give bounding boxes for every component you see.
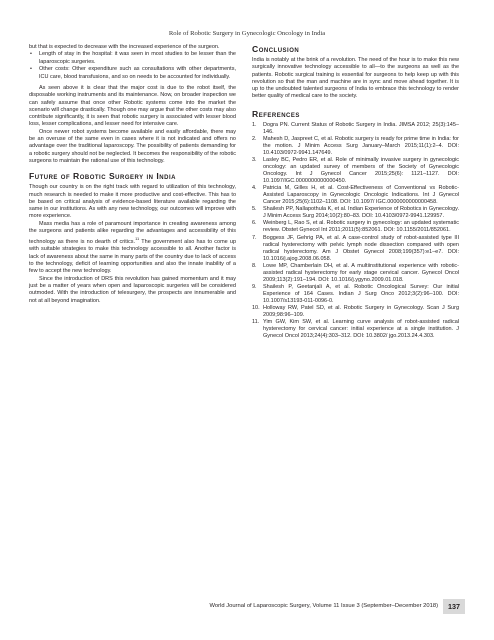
- section-heading-future: Future of Robotic Surgery in India: [29, 171, 176, 182]
- reference-text: Lowe MP, Chamberlain DH, et al. A multiinstitutional experience with robotic-assisted radical hysterectomy for early stage cervical cancer. Gynecol Oncol 2009;113(2):191–194. DOI: 10.1016/j.ygyno.2009.01.018.: [263, 262, 459, 283]
- reference-item: [252, 284, 459, 305]
- reference-item: [252, 220, 459, 234]
- reference-text: Shailesh P, Geetanjali A, et al. Robotic Oncological Survey: Our initial Experience of 164 Cases. Indian J Surg Onco 2012;3(2):96–100. DOI: 10.1007/s13193-011-0096-0.: [263, 283, 459, 304]
- reference-number: 11.: [252, 319, 260, 326]
- reference-text: Yim GW, Kim SW, et al. Learning curve analysis of robot-assisted radical hysterectomy for cervical cancer: initial experience at a single institution. J Gynecol Oncol 2013;24(4):303–312. DOI: 10.3802/ jgo.2013.24.4.303.: [263, 319, 459, 340]
- reference-item: [252, 157, 459, 185]
- page-footer: [29, 599, 465, 615]
- reference-text: Boggess JF, Gehrig PA, et al. A case-control study of robot-assisted type III radical hysterectomy with pelvic lymph node dissection compared with open radical hysterectomy. Am J Obstet Gynecol 2008;199(357):e1–e7. DOI: 10.1016/j.ajog.2008.06.058.: [263, 234, 459, 262]
- body-paragraph: Since the introduction of DRS this revolution has gained momentum and it may just be a matter of years when open and laparoscopic surgeries will be considered outmoded. With the introduction of telesurgery, the prospects are innumerable and not at all beyond imagination.: [29, 275, 236, 304]
- section-heading-conclusion: Conclusion: [252, 44, 300, 54]
- reference-number: 7.: [252, 234, 257, 241]
- reference-number: 3.: [252, 157, 257, 164]
- conclusion-paragraph: India is notably at the brink of a revolution. The need of the hour is to make this new surgically innovative technology accessible to all—to the surgeons as well as the patients. Robotic surgical training is essential for surgeons to help keep up with this revolution so that the man and machine are in sync and move ahead together. It is up to the undoubted talented surgeons of India to embrace this technology to render better quality of medical care to the society.: [252, 57, 459, 100]
- reference-text: Mahesh D, Jaspreet C, et al. Robotic surgery is ready for prime time in India: for the motion. J Minim Access Surg January–March 2015;11(1):2–4. DOI: 10.4103/0972-9941.147649.: [263, 135, 459, 156]
- body-paragraph: Though our country is on the right track with regard to utilization of this technology, much research is needed to make it more productive and cost-effective. This has to be based on critical analysis of evidence-based literature available regarding the same in our institutions. As with any new technology, our outcomes will improve with more experience.: [29, 184, 236, 220]
- bullet-hospital-stay: • Length of stay in the hospital: it was seen in most studies to be lesser than the laparoscopic surgeries.: [29, 51, 236, 66]
- reference-number: 1.: [252, 121, 257, 128]
- reference-item: [252, 122, 459, 136]
- reference-text: Dogra PN. Current Status of Robotic Surgery in India. JIMSA 2012; 25(3):145–146.: [263, 121, 459, 135]
- reference-item: [252, 319, 459, 340]
- reference-number: 8.: [252, 262, 257, 269]
- left-column: [29, 44, 236, 305]
- body-paragraph: Once newer robot systems become available and easily affordable, there may be an overuse of the same even in cases where it is not indicated and offers no advantage over the traditional laparoscopy. The possibility of patients demanding for a robotic surgery should not be neglected. It becomes the responsibility of the robotic surgeons to maintain the rational use of this technology.: [29, 128, 236, 164]
- reference-text: Weinberg L, Rao S, et al. Robotic surgery in gynecology: an updated systematic review. Obstet Gynecol Int 2011;2011(5):852061. DOI: 10.1155/2011/852061.: [263, 220, 459, 234]
- reference-text: Patricia M, Gilles H, et al. Cost-Effectiveness of Conventional vs Robotic-Assisted Laparoscopy in Gynecologic Oncologic Indications. Int J Gynecol Cancer 2015;25(6):1102–1108. DOI: 10.1097/ IGC.0000000000000458.: [263, 185, 459, 206]
- reference-text: Lasley BC, Pedro ER, et al. Role of minimally invasive surgery in gynecologic oncology: an updated survey of members of the Society of Gynecologic Oncology. Int J Gynecol Cancer 2015;25(6): 1121–1127. DOI: 10.1097/IGC.0000000000000450.: [263, 157, 459, 185]
- reference-item: [252, 185, 459, 206]
- bullet-other-costs: • Other costs: Other expenditure such as consultations with other departments, ICU care, blood transfusions, and so on needs to be accounted for individually.: [29, 66, 236, 81]
- paragraph-text: The government also has to come up with suitable strategies to make this technology accessible to all. Another factor is lack of awareness about the same in many parts of the country due to lack of access to the technology, deficit of learning opportunities and also the innate inability of a few to accept the new technology.: [29, 239, 237, 275]
- right-column: [252, 44, 459, 340]
- running-head: Role of Robotic Surgery in Gynecologic Oncology in India: [168, 30, 326, 37]
- citation-marker: 11: [135, 236, 140, 242]
- opening-paragraph: but that is expected to decrease with the increased experience of the surgeon.: [29, 44, 220, 50]
- page-number: 137: [443, 599, 465, 614]
- reference-item: [252, 206, 459, 220]
- reference-number: 2.: [252, 135, 257, 142]
- paragraph-text: Mass media has a role of paramount importance in creating awareness among the surgeons and patients alike regarding the advantages and accessibility of this technology as there is no dearth of critics.: [29, 220, 236, 246]
- reference-item: [252, 235, 459, 263]
- reference-number: 6.: [252, 220, 257, 227]
- reference-text: Holloway RW, Patel SD, et al. Robotic Surgery in Gynecology. Scan J Surg 2009;98:96–109.: [263, 305, 459, 319]
- journal-citation: World Journal of Laparoscopic Surgery, Volume 11 Issue 3 (September–December 2018): [209, 602, 438, 609]
- reference-item: [252, 305, 459, 319]
- reference-item: [252, 263, 459, 284]
- reference-number: 10.: [252, 305, 260, 311]
- body-paragraph-mass-media: [29, 221, 236, 276]
- reference-list: [252, 122, 459, 340]
- section-heading-references: References: [252, 108, 300, 119]
- body-paragraph: As seen above it is clear that the major cost is due to the robot itself, the disposable working instruments and its maintenance. Now, on broader inspection we can safely assume that once other Robotic systems come into the market the scenario will change drastically. Though one may argue that the other costs may also contribute significantly, it is seen that robotic surgery is associated with lesser blood loss, lesser complications, and lesser need for intensive care.: [29, 84, 236, 128]
- reference-number: 5.: [252, 206, 257, 213]
- reference-text: Shailesh PP, Nallapothula K, et al. Indian Experience of Robotics in Gynecology. J Minim Access Surg 2014;10(2):80–83. DOI: 10.4103/0972-9941.129957.: [263, 206, 459, 220]
- reference-number: 9.: [252, 283, 257, 290]
- reference-number: 4.: [252, 185, 257, 192]
- cost-bullet-list: [29, 51, 236, 81]
- reference-item: [252, 136, 459, 157]
